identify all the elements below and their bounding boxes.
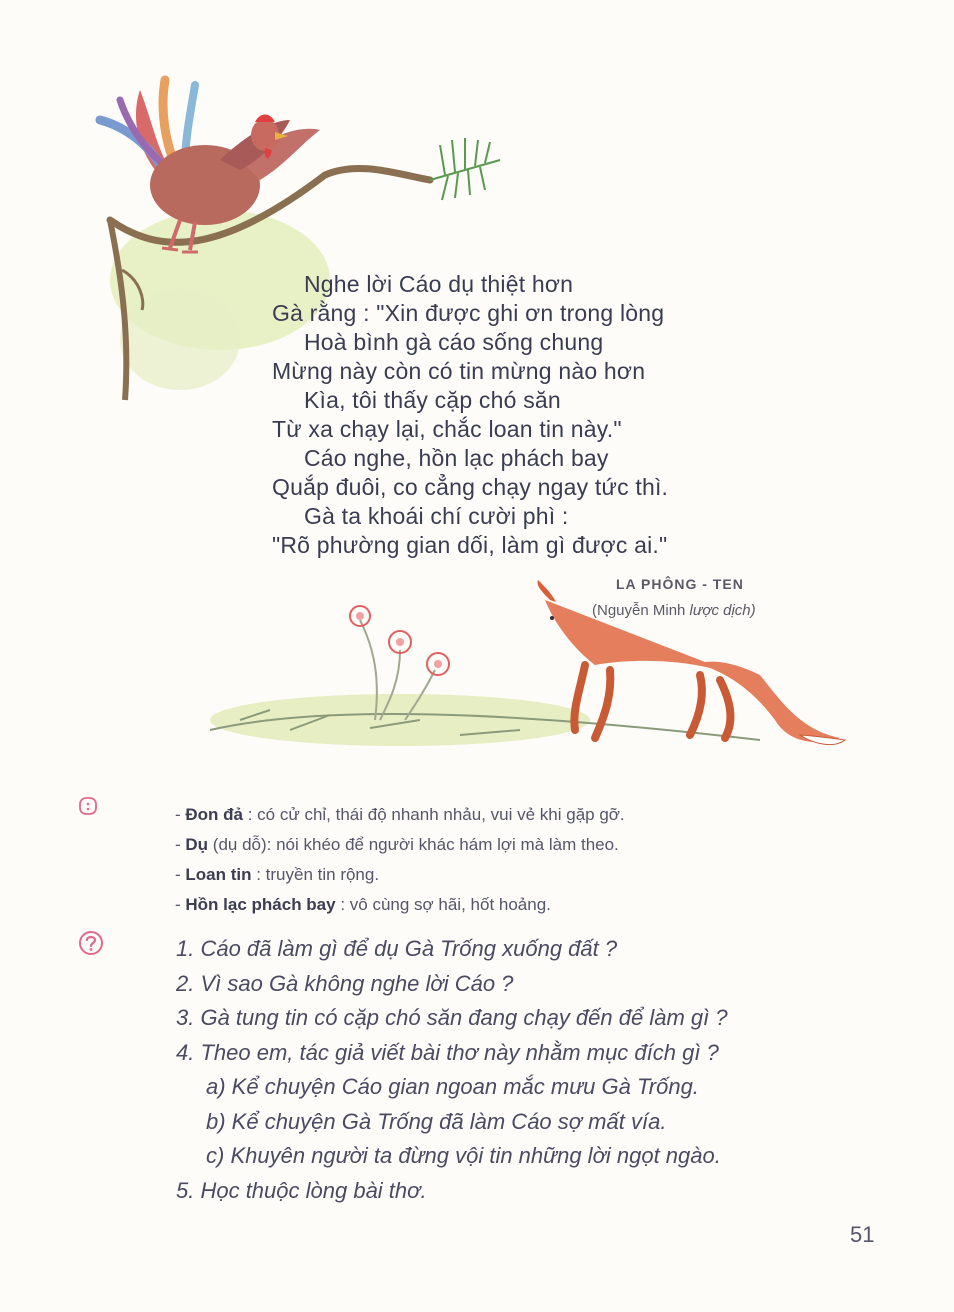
page-number: 51 — [850, 1222, 875, 1247]
glossary-term: Dụ — [185, 835, 209, 854]
poem-author: LA PHÔNG - TEN — [616, 576, 744, 592]
glossary-item: - Hồn lạc phách bay : vô cùng sợ hãi, hốt hoảng. — [175, 895, 551, 914]
glossary-definition: (dụ dỗ): nói khéo để người khác hám lợi mà làm theo. — [208, 835, 619, 854]
glossary-item: - Đon đả : có cử chỉ, thái độ nhanh nhảu, vui vẻ khi gặp gỡ. — [175, 805, 625, 824]
question-item: 3. Gà tung tin có cặp chó săn đang chạy đến để làm gì ? — [176, 1005, 728, 1030]
glossary-definition: : truyền tin rộng. — [251, 865, 380, 884]
poem-line: Cáo nghe, hồn lạc phách bay — [304, 445, 609, 471]
translator-note: lược dịch) — [689, 602, 756, 619]
poem-line: Hoà bình gà cáo sống chung — [304, 329, 604, 355]
question-item: 4. Theo em, tác giả viết bài thơ này nhằm mục đích gì ? — [176, 1039, 719, 1065]
glossary-term: Hồn lạc phách bay — [185, 895, 336, 914]
poem-line: Gà rằng : "Xin được ghi ơn trong lòng — [272, 300, 665, 326]
poem-line: Quắp đuôi, co cẳng chạy ngay tức thì. — [272, 474, 669, 500]
glossary-item: - Dụ (dụ dỗ): nói khéo để người khác hám lợi mà làm theo. — [175, 835, 619, 854]
glossary-definition: : có cử chỉ, thái độ nhanh nhảu, vui vẻ khi gặp gỡ. — [243, 805, 625, 824]
speech-bubble-icon — [78, 796, 98, 818]
glossary-item: - Loan tin : truyền tin rộng. — [175, 865, 380, 884]
question-mark-icon — [78, 930, 104, 956]
poem-line: Gà ta khoái chí cười phì : — [304, 503, 569, 529]
poem — [272, 270, 792, 560]
question-item: 5. Học thuộc lòng bài thơ. — [176, 1177, 427, 1203]
poem-line: "Rõ phường gian dối, làm gì được ai." — [272, 532, 668, 558]
question-item: 1. Cáo đã làm gì để dụ Gà Trống xuống đất ? — [176, 936, 618, 961]
question-item: 2. Vì sao Gà không nghe lời Cáo ? — [176, 970, 514, 996]
poem-line: Mừng này còn có tin mừng nào hơn — [272, 358, 646, 384]
fox-and-flowers-illustration — [200, 580, 860, 760]
poem-line: Từ xa chạy lại, chắc loan tin này." — [272, 416, 622, 442]
glossary-term: Đon đả — [185, 805, 243, 824]
poem-line: Kìa, tôi thấy cặp chó săn — [304, 387, 561, 413]
translator-name: (Nguyễn Minh — [592, 602, 690, 619]
question-option: c) Khuyên người ta đừng vội tin những lời ngọt ngào. — [206, 1143, 721, 1168]
glossary-definition: : vô cùng sợ hãi, hốt hoảng. — [335, 895, 551, 914]
question-option: a) Kể chuyện Cáo gian ngoan mắc mưu Gà Trống. — [206, 1074, 699, 1099]
glossary — [175, 800, 625, 920]
question-option: b) Kể chuyện Gà Trống đã làm Cáo sợ mất vía. — [206, 1108, 667, 1134]
questions — [176, 932, 728, 1208]
poem-line: Nghe lời Cáo dụ thiệt hơn — [304, 271, 574, 297]
glossary-term: Loan tin — [185, 865, 252, 884]
